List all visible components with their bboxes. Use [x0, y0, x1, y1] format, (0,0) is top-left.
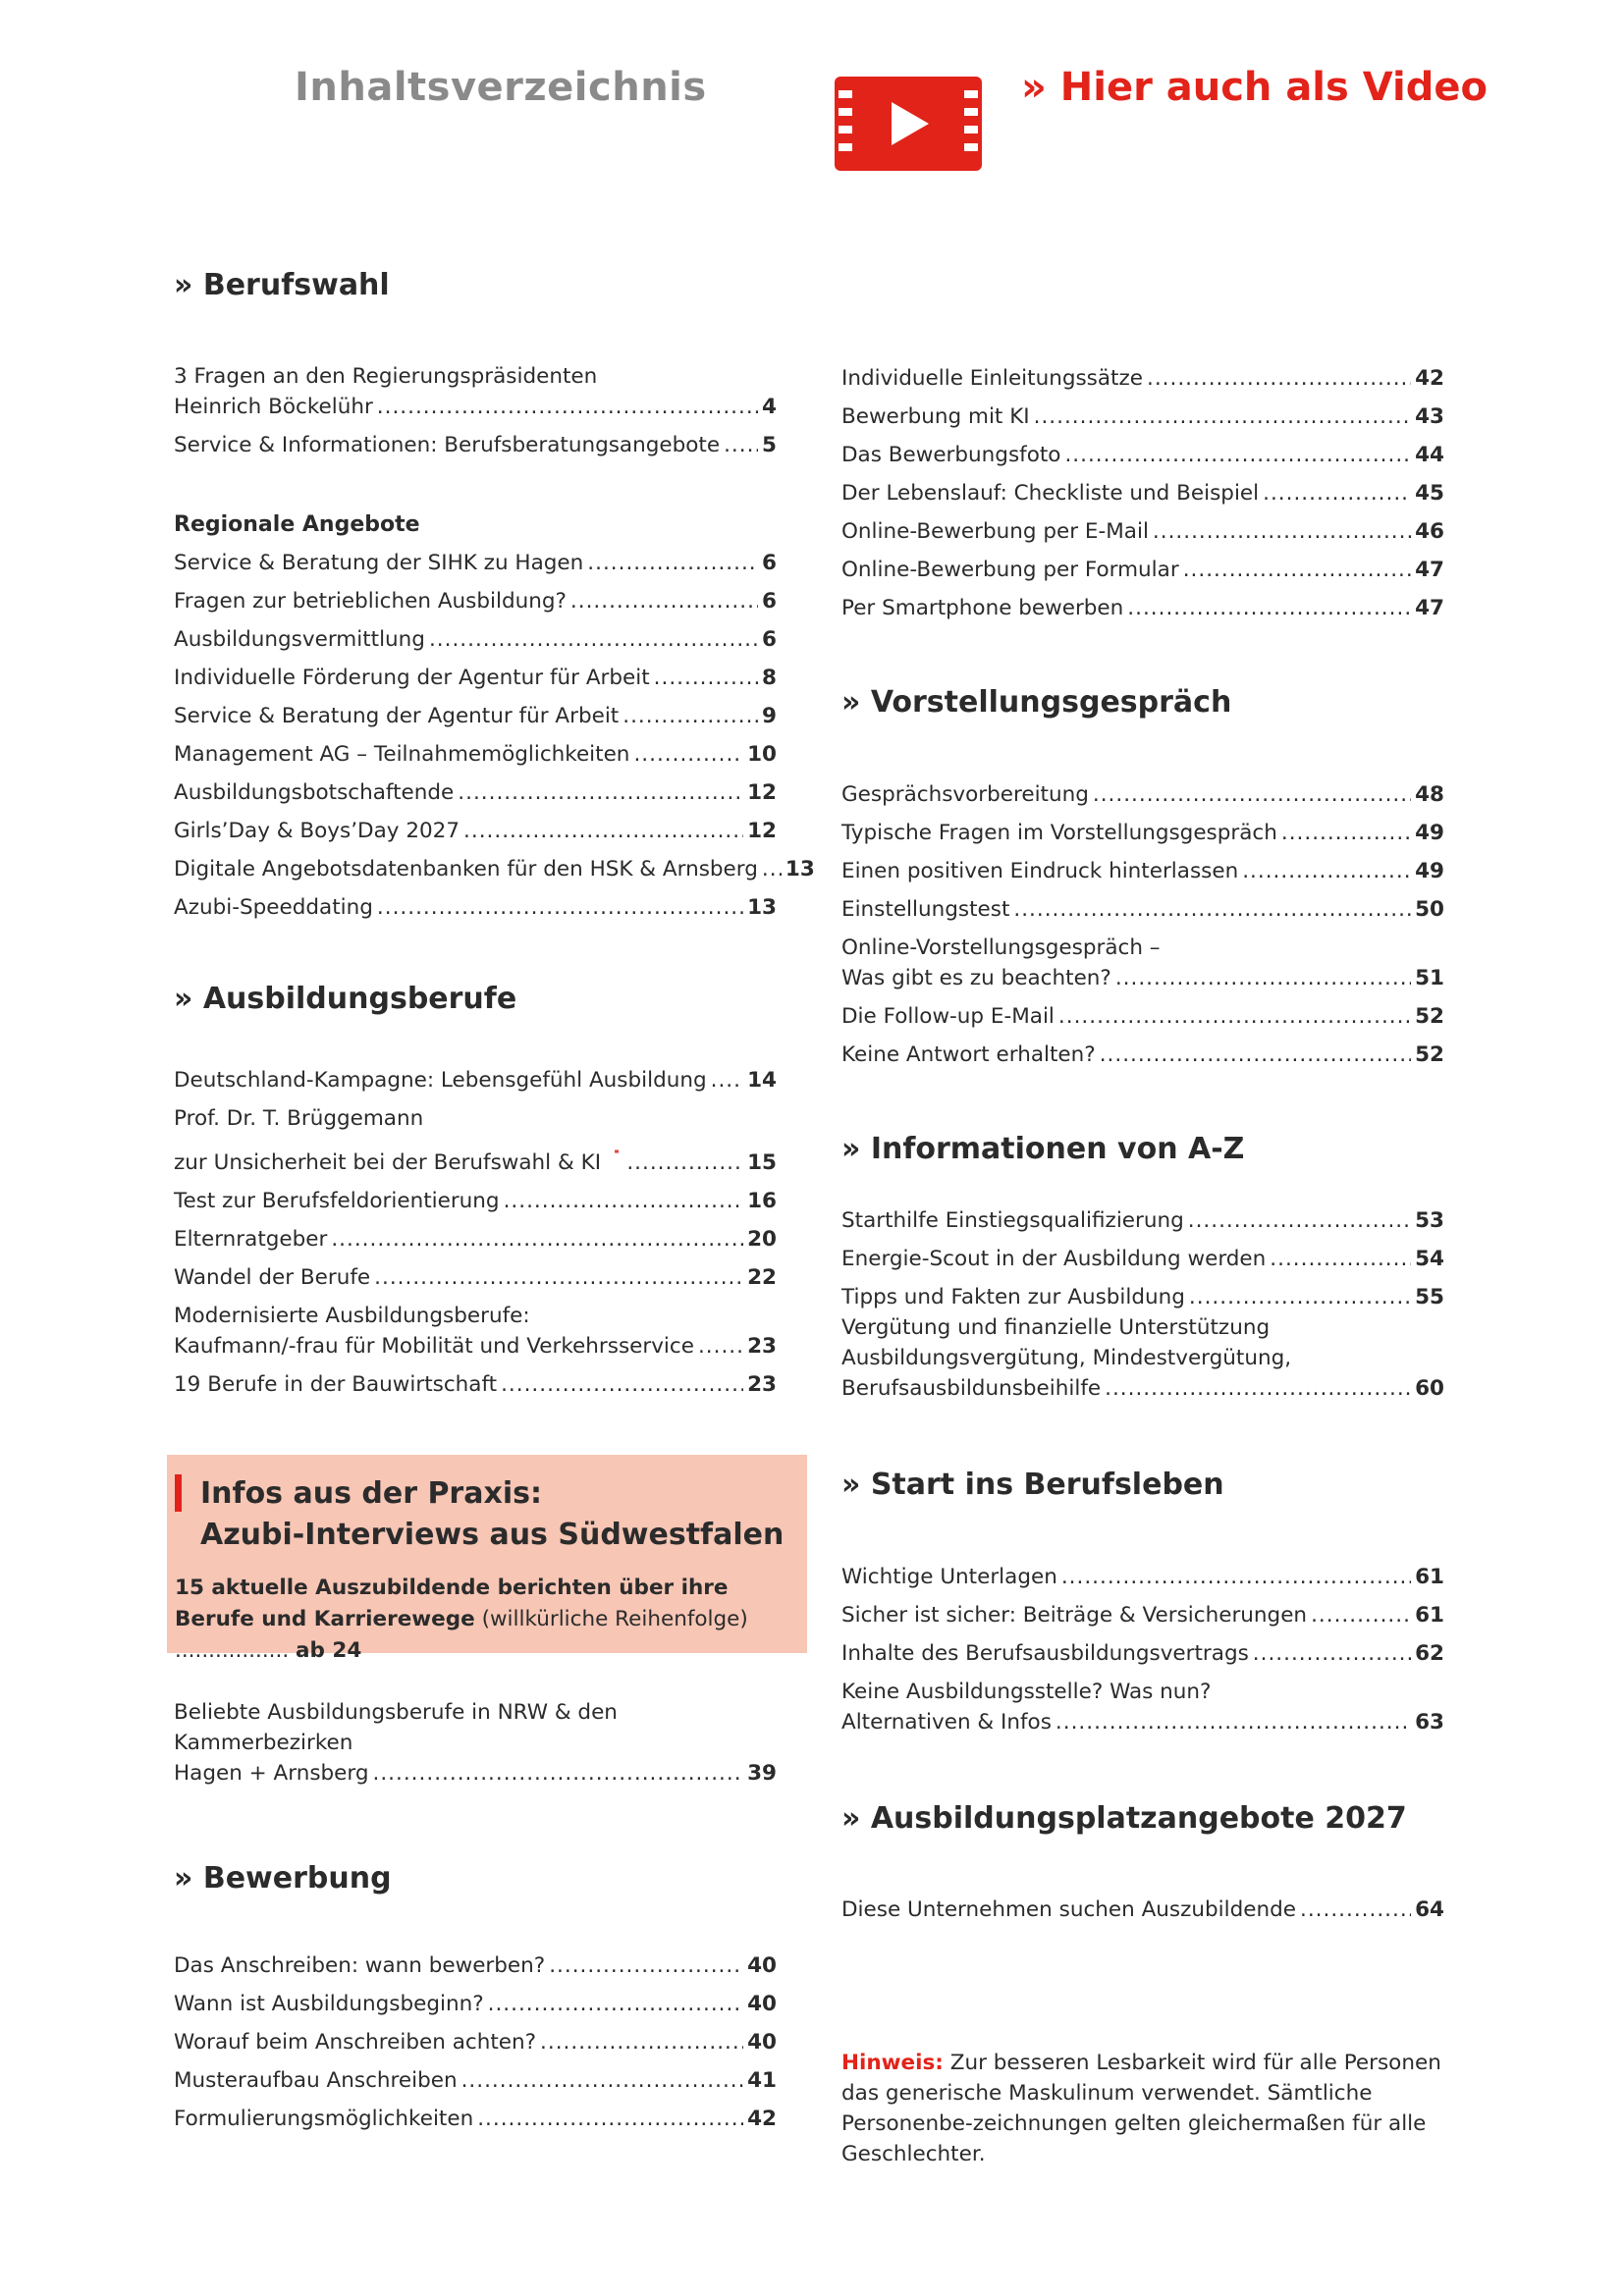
toc-entry-label: Inhalte des Berufsausbildungsvertrags: [841, 1641, 1249, 1666]
page-number: 23: [747, 1334, 777, 1359]
leader-dots: [1013, 894, 1411, 925]
toc-entry-label: Individuelle Einleitungssätze: [841, 366, 1144, 391]
leader-dots: [570, 586, 758, 616]
leader-dots: [377, 392, 758, 422]
hinweis-label: Hinweis:: [841, 2051, 944, 2075]
toc-entry-pre: Vergütung und finanzielle Unterstützung: [841, 1315, 1271, 1340]
toc-entry[interactable]: [174, 2027, 777, 2057]
page-number: 43: [1415, 404, 1444, 429]
toc-entry-label: Digitale Angebotsdatenbanken für den HSK & Arnsberg: [174, 857, 758, 881]
page-number: 44: [1415, 443, 1444, 467]
toc-entry-pre: Beliebte Ausbildungsberufe in NRW & den Kammerbezirken: [174, 1700, 618, 1755]
toc-entry[interactable]: [174, 430, 777, 460]
video-icon[interactable]: [835, 77, 982, 171]
toc-entry[interactable]: [174, 1262, 777, 1293]
leader-dots: [1311, 1600, 1411, 1630]
page-number: 42: [747, 2107, 777, 2131]
page-number: 10: [747, 742, 777, 767]
leader-dots: [477, 2104, 743, 2134]
toc-entry-label: Alternativen & Infos: [841, 1710, 1052, 1735]
toc-entry-label: Service & Beratung der Agentur für Arbeit: [174, 704, 620, 728]
toc-entry-label: Girls’Day & Boys’Day 2027: [174, 819, 460, 843]
leader-dots: [1270, 1244, 1411, 1274]
leader-dots: [762, 854, 782, 884]
toc-entry-label: Azubi-Speeddating: [174, 895, 373, 920]
page-title: Inhaltsverzeichnis: [295, 65, 707, 110]
toc-entry[interactable]: [174, 548, 777, 578]
page-number: 5: [762, 433, 777, 457]
page-number: 20: [747, 1227, 777, 1252]
page-number: 61: [1415, 1603, 1444, 1628]
toc-entry-label: Diese Unternehmen suchen Auszubildende: [841, 1897, 1296, 1922]
toc-entry[interactable]: [841, 856, 1444, 886]
toc-entry[interactable]: [174, 854, 815, 884]
toc-entry-label: Elternratgeber: [174, 1227, 328, 1252]
page-number: 22: [747, 1265, 777, 1290]
toc-entry[interactable]: [841, 1677, 1444, 1737]
toc-entry[interactable]: [174, 2065, 777, 2096]
page-number: 52: [1415, 1042, 1444, 1067]
leader-dots: [373, 1758, 744, 1789]
leader-dots: [549, 1950, 743, 1981]
subhead-regionale-angebote: Regionale Angebote: [174, 512, 420, 537]
toc-entry[interactable]: [841, 478, 1444, 508]
leader-dots: [623, 701, 758, 731]
leader-dots: [1188, 1205, 1411, 1236]
leader-dots: [1100, 1040, 1411, 1070]
leader-dots: [626, 1148, 743, 1178]
toc-entry-label: Berufsausbildunsbeihilfe: [841, 1376, 1102, 1401]
leader-dots: [504, 1186, 743, 1216]
toc-entry-label: Einstellungstest: [841, 897, 1010, 922]
leader-dots: [1281, 818, 1411, 848]
toc-entry[interactable]: [841, 894, 1444, 925]
page-number: 8: [762, 666, 777, 690]
page-number: 48: [1415, 782, 1444, 807]
page-number: 60: [1415, 1376, 1444, 1401]
infobox-body: [175, 1573, 793, 1667]
toc-entry[interactable]: [841, 1205, 1444, 1236]
leader-dots: [461, 2065, 743, 2096]
toc-entry[interactable]: [174, 663, 777, 693]
page-number: 49: [1415, 821, 1444, 845]
infobox-body-normal: (willkürliche Reihenfolge) .................: [175, 1607, 748, 1663]
leader-dots: [429, 624, 758, 655]
toc-entry[interactable]: [841, 1001, 1444, 1032]
toc-entry[interactable]: [174, 361, 777, 422]
toc-entry-label: Ausbildungsbotschaftende: [174, 780, 455, 805]
leader-dots: [540, 2027, 743, 2057]
leader-dots: [1064, 440, 1411, 470]
toc-list-beliebte: [174, 1697, 777, 1796]
page-number: 40: [747, 2030, 777, 2055]
toc-entry[interactable]: [841, 363, 1444, 394]
page-number: 15: [747, 1150, 777, 1175]
leader-dots: [1058, 1001, 1411, 1032]
toc-entry-label: Worauf beim Anschreiben achten?: [174, 2030, 537, 2055]
toc-entry-label: Wann ist Ausbildungsbeginn?: [174, 1992, 484, 2016]
toc-entry-label: Der Lebenslauf: Checkliste und Beispiel: [841, 481, 1260, 506]
leader-dots: [1153, 516, 1411, 547]
leader-dots: [1034, 401, 1411, 432]
leader-dots: [1105, 1373, 1411, 1404]
leader-dots: [463, 816, 743, 846]
page-number: 51: [1415, 966, 1444, 990]
toc-entry[interactable]: [174, 1989, 777, 2019]
page-number: 40: [747, 1992, 777, 2016]
toc-entry-label: Test zur Berufsfeldorientierung: [174, 1189, 500, 1213]
toc-entry-label: 19 Berufe in der Bauwirtschaft: [174, 1372, 498, 1397]
toc-entry-label: Die Follow-up E-Mail: [841, 1004, 1055, 1029]
toc-entry-label: Service & Informationen: Berufsberatungsangebote: [174, 433, 721, 457]
toc-entry[interactable]: [174, 1369, 777, 1400]
leader-dots: [1300, 1895, 1411, 1925]
toc-entry-pre: 3 Fragen an den Regierungspräsidenten: [174, 364, 598, 389]
toc-entry-label: Formulierungsmöglichkeiten: [174, 2107, 474, 2131]
toc-entry[interactable]: [174, 777, 777, 808]
toc-entry-label: Fragen zur betrieblichen Ausbildung?: [174, 589, 567, 614]
accent-bar: [175, 1474, 182, 1512]
toc-list-berufswahl: [174, 361, 777, 468]
toc-entry-label: Wandel der Berufe: [174, 1265, 371, 1290]
leader-dots: [1263, 478, 1411, 508]
leader-dots: [374, 1262, 743, 1293]
page-number: 40: [747, 1953, 777, 1978]
toc-entry-label: Keine Antwort erhalten?: [841, 1042, 1096, 1067]
toc-entry-label: Service & Beratung der SIHK zu Hagen: [174, 551, 584, 575]
leader-dots: [1127, 593, 1411, 623]
page-number: 16: [747, 1189, 777, 1213]
leader-dots: [488, 1989, 743, 2019]
toc-entry-pre: Keine Ausbildungsstelle? Was nun?: [841, 1680, 1212, 1704]
toc-entry[interactable]: [841, 401, 1444, 432]
page-number: 13: [747, 895, 777, 920]
infobox-body-bold: 15 aktuelle Auszubildende berichten über ihre Berufe und Karrierewege: [175, 1575, 729, 1631]
page-number: 50: [1415, 897, 1444, 922]
toc-entry-label: Einen positiven Eindruck hinterlassen: [841, 859, 1239, 883]
section-berufswahl-title: » Berufswahl: [174, 268, 390, 302]
toc-entry-label: Sicher ist sicher: Beiträge & Versicherungen: [841, 1603, 1308, 1628]
page-number: 41: [747, 2068, 777, 2093]
page-number: 6: [762, 589, 777, 614]
toc-entry-label: Gesprächsvorbereitung: [841, 782, 1089, 807]
section-bewerbung-title: » Bewerbung: [174, 1861, 392, 1896]
leader-dots: [1189, 1282, 1411, 1312]
toc-list-vorstellung: [841, 779, 1444, 1078]
video-link[interactable]: » Hier auch als Video: [1021, 65, 1488, 110]
toc-list-regional: [174, 548, 815, 931]
video-icon[interactable]: [615, 1134, 619, 1169]
toc-entry[interactable]: [174, 892, 777, 923]
page-number: 47: [1415, 558, 1444, 582]
toc-entry-label: Starthilfe Einstiegsqualifizierung: [841, 1208, 1184, 1233]
page-number: 61: [1415, 1565, 1444, 1589]
hinweis-note: [841, 2048, 1460, 2169]
toc-list-informationen: [841, 1205, 1444, 1412]
page-number: 52: [1415, 1004, 1444, 1029]
toc-entry-label: Per Smartphone bewerben: [841, 596, 1124, 620]
toc-entry-label: Energie-Scout in der Ausbildung werden: [841, 1247, 1267, 1271]
toc-entry-label: Bewerbung mit KI: [841, 404, 1030, 429]
toc-entry[interactable]: [174, 1301, 777, 1362]
page-number: 4: [762, 395, 777, 419]
page-number: 63: [1415, 1710, 1444, 1735]
toc-entry-label: Ausbildungsvermittlung: [174, 627, 425, 652]
leader-dots: [501, 1369, 743, 1400]
toc-entry[interactable]: [174, 1186, 777, 1216]
leader-dots: [1147, 363, 1411, 394]
leader-dots: [1061, 1562, 1411, 1592]
section-vorstellung-title: » Vorstellungsgespräch: [841, 685, 1232, 720]
toc-entry[interactable]: [174, 739, 777, 770]
page-number: 23: [747, 1372, 777, 1397]
page-number: 55: [1415, 1285, 1444, 1309]
leader-dots: [1056, 1707, 1411, 1737]
toc-entry[interactable]: [841, 1312, 1444, 1404]
toc-entry[interactable]: [841, 1282, 1444, 1312]
toc-entry[interactable]: [174, 701, 777, 731]
toc-entry-label: Management AG – Teilnahmemöglichkeiten: [174, 742, 630, 767]
toc-entry[interactable]: [841, 818, 1444, 848]
toc-entry-label: Online-Bewerbung per Formular: [841, 558, 1179, 582]
section-start-title: » Start ins Berufsleben: [841, 1468, 1224, 1502]
toc-entry[interactable]: [841, 440, 1444, 470]
infobox-azubi-interviews[interactable]: [167, 1455, 807, 1663]
section-informationen-title: » Informationen von A-Z: [841, 1132, 1245, 1166]
leader-dots: [633, 739, 743, 770]
toc-entry[interactable]: [174, 1950, 777, 1981]
page-number: 46: [1415, 519, 1444, 544]
toc-entry-label: Individuelle Förderung der Agentur für Arbeit: [174, 666, 650, 690]
toc-entry-pre: Ausbildungsvergütung, Mindestvergütung,: [841, 1346, 1292, 1370]
page-number: 6: [762, 551, 777, 575]
toc-list-start: [841, 1562, 1444, 1745]
toc-entry-pre: Online-Vorstellungsgespräch –: [841, 935, 1161, 960]
toc-entry-label: Das Anschreiben: wann bewerben?: [174, 1953, 546, 1978]
toc-entry-label: zur Unsicherheit bei der Berufswahl & KI: [174, 1150, 602, 1175]
infobox-title-line2: Azubi-Interviews aus Südwestfalen: [200, 1518, 785, 1552]
page-number: ab 24: [296, 1638, 362, 1663]
leader-dots: [654, 663, 758, 693]
toc-entry-label: Tipps und Fakten zur Ausbildung: [841, 1285, 1185, 1309]
page-number: 53: [1415, 1208, 1444, 1233]
page-number: 12: [747, 819, 777, 843]
toc-entry[interactable]: [841, 1562, 1444, 1592]
toc-list-angebote: [841, 1895, 1444, 1933]
page-number: 39: [747, 1761, 777, 1786]
leader-dots: [377, 892, 743, 923]
section-ausbildungsberufe-title: » Ausbildungsberufe: [174, 982, 517, 1016]
hinweis-text: Zur besseren Lesbarkeit wird für alle Personen das generische Maskulinum verwendet. Sämtliche Personenbe-zeichnungen gelten gleichermaßen für alle Geschlechter.: [841, 2051, 1441, 2166]
section-angebote-title: » Ausbildungsplatzangebote 2027: [841, 1801, 1407, 1836]
toc-entry-label: Deutschland-Kampagne: Lebensgefühl Ausbildung: [174, 1068, 707, 1093]
toc-entry-label: Das Bewerbungsfoto: [841, 443, 1061, 467]
leader-dots: [587, 548, 758, 578]
toc-entry[interactable]: [174, 1224, 777, 1255]
infobox-title-line1: Infos aus der Praxis:: [200, 1476, 542, 1511]
toc-entry[interactable]: [174, 1103, 777, 1178]
toc-entry[interactable]: [841, 1040, 1444, 1070]
toc-entry[interactable]: [174, 586, 777, 616]
leader-dots: [1115, 963, 1411, 993]
page-number: 54: [1415, 1247, 1444, 1271]
toc-entry[interactable]: [174, 816, 777, 846]
leader-dots: [698, 1331, 743, 1362]
leader-dots: [1183, 555, 1411, 585]
toc-entry[interactable]: [841, 779, 1444, 810]
page-number: 64: [1415, 1897, 1444, 1922]
leader-dots: [331, 1224, 743, 1255]
page-number: 9: [762, 704, 777, 728]
leader-dots: [458, 777, 743, 808]
toc-entry-pre: Modernisierte Ausbildungsberufe:: [174, 1304, 530, 1328]
toc-entry[interactable]: [174, 1065, 777, 1095]
toc-entry-label: Was gibt es zu beachten?: [841, 966, 1111, 990]
toc-entry-pre: Prof. Dr. T. Brüggemann: [174, 1106, 424, 1131]
page-number: 49: [1415, 859, 1444, 883]
page-number: 6: [762, 627, 777, 652]
leader-dots: [1242, 856, 1411, 886]
leader-dots: [724, 430, 758, 460]
toc-entry[interactable]: [174, 2104, 777, 2134]
toc-entry[interactable]: [174, 624, 777, 655]
toc-entry[interactable]: [841, 1895, 1444, 1925]
page-number: 47: [1415, 596, 1444, 620]
toc-entry[interactable]: [841, 1600, 1444, 1630]
toc-entry[interactable]: [841, 1244, 1444, 1274]
toc-entry-label: Heinrich Böckelühr: [174, 395, 373, 419]
toc-list-bewerbung: [174, 1950, 777, 2142]
toc-entry[interactable]: [841, 933, 1444, 993]
page-number: 45: [1415, 481, 1444, 506]
leader-dots: [711, 1065, 743, 1095]
toc-list-bewerbung-continued: [841, 363, 1444, 631]
page-number: 12: [747, 780, 777, 805]
toc-entry-label: Online-Bewerbung per E-Mail: [841, 519, 1149, 544]
page-number: 42: [1415, 366, 1444, 391]
page-number: 13: [785, 857, 815, 881]
toc-entry[interactable]: [174, 1697, 777, 1789]
toc-list-ausbildungsberufe: [174, 1065, 777, 1408]
toc-entry-label: Kaufmann/-frau für Mobilität und Verkehrsservice: [174, 1334, 694, 1359]
page-number: 14: [747, 1068, 777, 1093]
toc-entry-label: Wichtige Unterlagen: [841, 1565, 1057, 1589]
toc-entry[interactable]: [841, 555, 1444, 585]
toc-entry[interactable]: [841, 1638, 1444, 1669]
toc-entry-label: Musteraufbau Anschreiben: [174, 2068, 458, 2093]
toc-entry[interactable]: [841, 516, 1444, 547]
leader-dots: [1253, 1638, 1411, 1669]
toc-entry-label: Hagen + Arnsberg: [174, 1761, 369, 1786]
toc-entry[interactable]: [841, 593, 1444, 623]
leader-dots: [1093, 779, 1411, 810]
page-number: 62: [1415, 1641, 1444, 1666]
toc-entry-label: Typische Fragen im Vorstellungsgespräch: [841, 821, 1277, 845]
